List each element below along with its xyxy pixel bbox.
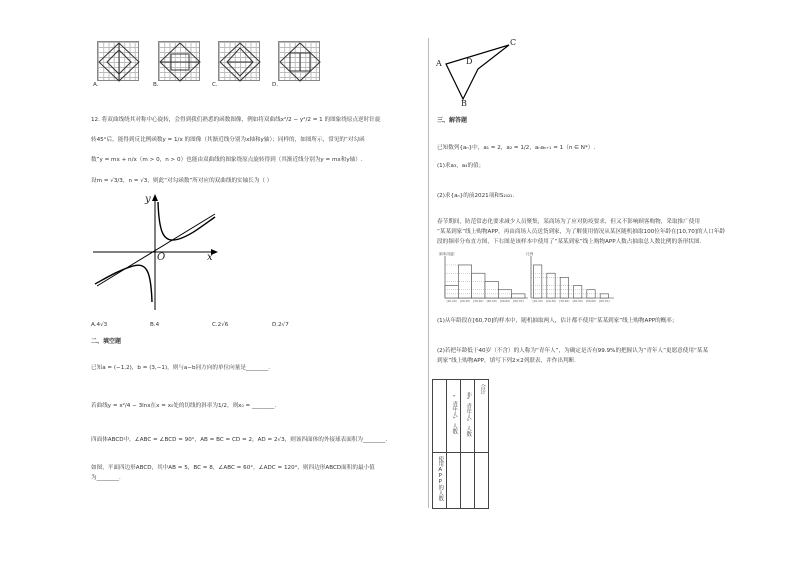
table-cell-empty[interactable] — [475, 453, 489, 509]
solve-2-part-2-line-1: (2)若把年龄低于40岁（不含）的人称为“青年人”，为确定是否有99.9%的把握认为“青年人”更愿意使用“某某 — [437, 348, 709, 354]
q11-option-c: C. — [212, 82, 218, 88]
q11-option-d: D. — [272, 82, 279, 88]
quadrilateral-figure — [432, 38, 522, 108]
tick-label: [10,20) — [532, 299, 543, 303]
graph-y-label: y — [145, 194, 151, 205]
tick-label: [60,70] — [513, 299, 524, 303]
tick-label: [50,60) — [499, 299, 511, 303]
histogram-age — [437, 252, 534, 304]
q11-option-a: A. — [93, 82, 99, 88]
solve-2-part-2-line-2: 到家”线上购物APP，填写下列2×2列联表，并作出判断. — [437, 358, 576, 364]
bar — [560, 277, 568, 298]
q12-option-b: B.4 — [150, 322, 160, 328]
histogram-age-svg — [437, 252, 534, 304]
tick-label: [20,30) — [545, 299, 557, 303]
q12-option-a: A.4√3 — [91, 322, 108, 328]
bar — [472, 273, 485, 298]
graph-x-label: x — [207, 252, 213, 263]
q11-figure-b — [158, 41, 200, 81]
tick-label: [10,20) — [446, 299, 457, 303]
q11-figure-d — [278, 41, 320, 81]
section-3-heading: 三、解答题 — [437, 117, 468, 124]
fill-question-4-line-2: 为________. — [91, 475, 121, 481]
solve-1-part-1: (1)求a₃，a₄的值； — [437, 163, 485, 169]
fill-question-4-line-1: 如图，平面四边形ABCD，其中AB = 5，BC = 8，∠ABC = 60°，∠ADC = 120°，则四边形ABCD面积的最小值 — [91, 465, 375, 471]
contingency-table — [432, 379, 489, 509]
table-header-youth: “青年人”人数 — [447, 380, 461, 453]
bar — [445, 286, 458, 298]
bar — [600, 294, 608, 298]
vertex-b-label: B — [461, 99, 467, 108]
bar-chart-ylabel: 比例 — [526, 252, 534, 256]
solve-2-para-3: 段的频率分布直方图，下右图是该样本中使用了“某某到家”线上购物APP人数占抽取总人数比例的条形状图. — [437, 239, 702, 245]
solve-1-part-2: (2)求{aₙ}的前2021项和S₂₀₂₁. — [437, 193, 515, 199]
fill-question-3: 四面体ABCD中，∠ABC = ∠BCD = 90°，AB = BC = CD = 2，AD = 2√3，则该四面体的外接球表面积为________. — [91, 437, 388, 443]
fill-question-1: 已知a = (−1,2)，b = (3,−1)，则与a−b同方向的单位向量是________. — [91, 365, 271, 371]
table-header-total: 合计 — [475, 380, 489, 453]
table-cell-empty[interactable] — [461, 453, 475, 509]
q11-option-b: B. — [153, 82, 159, 88]
bar — [534, 265, 542, 298]
q12-line-1: 12. 将双曲线绕其对称中心旋转，会得到我们熟悉的函数图像，例如将双曲线x²/2 − y²/2 = 1 的图象绕原点逆时针旋 — [91, 117, 381, 123]
section-2-heading: 二、填空题 — [91, 338, 122, 345]
hyperbola-graph — [91, 192, 221, 312]
bar — [574, 286, 582, 298]
table-cell-empty[interactable] — [447, 453, 461, 509]
bar-chart-app-ratio — [523, 252, 617, 304]
q12-option-d: D.2√7 — [272, 322, 289, 328]
q12-line-2: 转45°后，能得到反比例函数y = 1/x 的图像（其渐近线分别为x轴和y轴）；同样的，如图所示，常见的“对勾函 — [91, 137, 365, 143]
vertex-c-label: C — [510, 38, 517, 47]
tick-label: [50,60) — [585, 299, 597, 303]
graph-origin-label: O — [157, 252, 166, 263]
tick-label: [60,70] — [599, 299, 610, 303]
column-divider — [428, 38, 429, 508]
histogram-age-ylabel: 频率/组距 — [439, 252, 455, 256]
vertex-a-label: A — [436, 59, 442, 68]
vertex-d-label: D — [466, 57, 473, 66]
table-row-label-app: 使用APP的人数 — [433, 453, 447, 509]
tick-label: [20,30) — [459, 299, 471, 303]
q12-option-c: C.2√6 — [212, 322, 229, 328]
tick-label: [30,40) — [473, 299, 484, 303]
q11-figure-a — [97, 41, 139, 81]
q11-figure-c — [218, 41, 260, 81]
solve-2-part-1: (1)从年龄段在[60,70]的样本中，随机抽取两人，估计都不使用“某某到家”线上购物APP的概率； — [437, 318, 678, 324]
fill-question-2: 若曲线y = x²/4 − 3lnx在x = x₀处的切线的斜率为1/2，则x₀ = ________. — [91, 403, 277, 409]
q12-line-3: 数”y = mx + n/x（m > 0，n > 0）也能由双曲线的图象绕原点旋转得到（其渐近线分别为y = mx和y轴）. — [91, 157, 363, 163]
solve-2-para-2: “某某到家”线上购物APP，再由商场人员送货到家，为了解使用情况从某区随机抽取100位年龄在[10,70]的人口年龄 — [437, 229, 725, 235]
q12-line-4: 设m = √3/3，n = √3，则此“对勾函数”所对应的双曲线的实轴长为（ ） — [91, 178, 273, 184]
table-header-non-youth: 非“青年人”人数 — [461, 380, 475, 453]
tick-label: [30,40) — [559, 299, 570, 303]
solve-2-para-1: 春节期间，防范常态化要求减少人员聚集，某商场为了应对防疫要求，但又不影响顾客购物，采取推广使用 — [437, 219, 700, 225]
solve-1-stem: 已知数列{aₙ}中，a₁ = 2，a₂ = 1/2，aₙaₙ₊₁ = 1（n ∈ N*）. — [437, 145, 596, 151]
tick-label: [40,50) — [572, 299, 583, 303]
bar-chart-app-ratio-svg — [523, 252, 617, 304]
table-corner-cell — [433, 380, 447, 453]
tick-label: [40,50) — [486, 299, 497, 303]
